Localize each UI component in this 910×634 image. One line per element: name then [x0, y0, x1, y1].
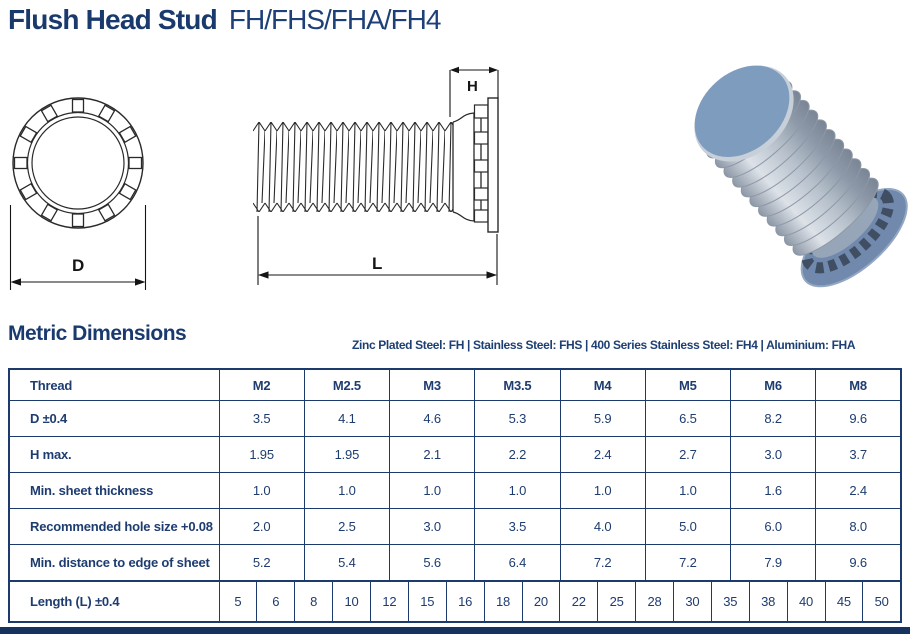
cell: 1.0	[390, 473, 475, 509]
flange-plate	[488, 98, 498, 232]
cell: 10	[333, 581, 371, 622]
cell: 6.4	[475, 545, 560, 582]
cell: 5	[219, 581, 257, 622]
cell: 1.0	[645, 473, 730, 509]
cell: 50	[863, 581, 901, 622]
row-label: Length (L) ±0.4	[9, 581, 219, 622]
cell: 2.2	[475, 437, 560, 473]
cell: 16	[446, 581, 484, 622]
cell: 18	[484, 581, 522, 622]
cell: 1.95	[219, 437, 304, 473]
dimension-l-lines	[258, 216, 497, 285]
page-header	[8, 4, 440, 36]
col-header: M4	[560, 369, 645, 401]
cell: 3.0	[390, 509, 475, 545]
cell: 45	[825, 581, 863, 622]
front-view-drawing	[0, 62, 160, 297]
cell: 5.9	[560, 401, 645, 437]
row-label: H max.	[9, 437, 219, 473]
cell: 5.6	[390, 545, 475, 582]
cell: 4.0	[560, 509, 645, 545]
cell: 1.0	[475, 473, 560, 509]
cell: 22	[560, 581, 598, 622]
cell: 8.0	[816, 509, 901, 545]
col-header: M3	[390, 369, 475, 401]
cell: 7.2	[645, 545, 730, 582]
footer-bar	[0, 627, 910, 634]
col-header: M2.5	[304, 369, 389, 401]
cell: 2.4	[560, 437, 645, 473]
row-label: Min. distance to edge of sheet	[9, 545, 219, 582]
table-row	[9, 437, 901, 473]
cell: 1.0	[219, 473, 304, 509]
cell: 9.6	[816, 545, 901, 582]
cell: 3.5	[219, 401, 304, 437]
cell: 12	[371, 581, 409, 622]
cell: 8.2	[731, 401, 816, 437]
cell: 2.5	[304, 509, 389, 545]
table-row	[9, 545, 901, 582]
dim-label-l: L	[372, 254, 383, 273]
row-label: Recommended hole size +0.08	[9, 509, 219, 545]
table-row	[9, 473, 901, 509]
col-header: M3.5	[475, 369, 560, 401]
row-label: D ±0.4	[9, 401, 219, 437]
cell: 2.1	[390, 437, 475, 473]
materials-note: Zinc Plated Steel: FH | Stainless Steel: FHS | 400 Series Stainless Steel: FH4 | Aluminium: FHA	[352, 338, 856, 352]
page-title: Flush Head Stud	[8, 4, 217, 35]
cell: 7.9	[731, 545, 816, 582]
col-header: M2	[219, 369, 304, 401]
arrow-left-icon	[11, 278, 22, 285]
cell: 38	[749, 581, 787, 622]
product-codes: FH/FHS/FHA/FH4	[228, 4, 441, 35]
table-row	[9, 401, 901, 437]
cell: 8	[295, 581, 333, 622]
cell: 15	[408, 581, 446, 622]
col-header: M8	[816, 369, 901, 401]
cell: 6.5	[645, 401, 730, 437]
cell: 2.0	[219, 509, 304, 545]
table-header-row	[9, 369, 901, 401]
metric-dimensions-table	[8, 368, 902, 582]
cell: 9.6	[816, 401, 901, 437]
cell: 1.95	[304, 437, 389, 473]
arrow-left-icon	[450, 67, 459, 73]
cell: 1.0	[560, 473, 645, 509]
col-header: M5	[645, 369, 730, 401]
cell: 40	[787, 581, 825, 622]
cell: 2.4	[816, 473, 901, 509]
cell: 4.6	[390, 401, 475, 437]
table-row	[9, 509, 901, 545]
cell: 6.0	[731, 509, 816, 545]
cell: 2.7	[645, 437, 730, 473]
cell: 1.0	[304, 473, 389, 509]
serration-teeth	[15, 100, 142, 227]
cell: 5.3	[475, 401, 560, 437]
arrow-right-icon	[135, 278, 146, 285]
arrow-right-icon	[487, 271, 498, 278]
cell: 35	[711, 581, 749, 622]
cell: 25	[598, 581, 636, 622]
cell: 3.0	[731, 437, 816, 473]
length-table	[8, 580, 902, 623]
product-photo	[672, 42, 910, 297]
cell: 1.6	[731, 473, 816, 509]
cell: 5.0	[645, 509, 730, 545]
length-row	[9, 581, 901, 622]
arrow-right-icon	[489, 67, 498, 73]
section-heading: Metric Dimensions	[8, 322, 187, 345]
cell: 5.2	[219, 545, 304, 582]
cell: 20	[522, 581, 560, 622]
row-label: Min. sheet thickness	[9, 473, 219, 509]
dim-label-h: H	[467, 78, 478, 95]
thread-shank	[253, 122, 453, 212]
arrow-left-icon	[258, 271, 269, 278]
col-header-thread: Thread	[9, 369, 219, 401]
cell: 3.5	[475, 509, 560, 545]
dim-label-d: D	[72, 256, 85, 275]
cell: 6	[257, 581, 295, 622]
cell: 7.2	[560, 545, 645, 582]
cell: 30	[674, 581, 712, 622]
cell: 28	[636, 581, 674, 622]
cell: 4.1	[304, 401, 389, 437]
cell: 5.4	[304, 545, 389, 582]
cell: 3.7	[816, 437, 901, 473]
side-view-drawing	[246, 58, 508, 293]
col-header: M6	[731, 369, 816, 401]
